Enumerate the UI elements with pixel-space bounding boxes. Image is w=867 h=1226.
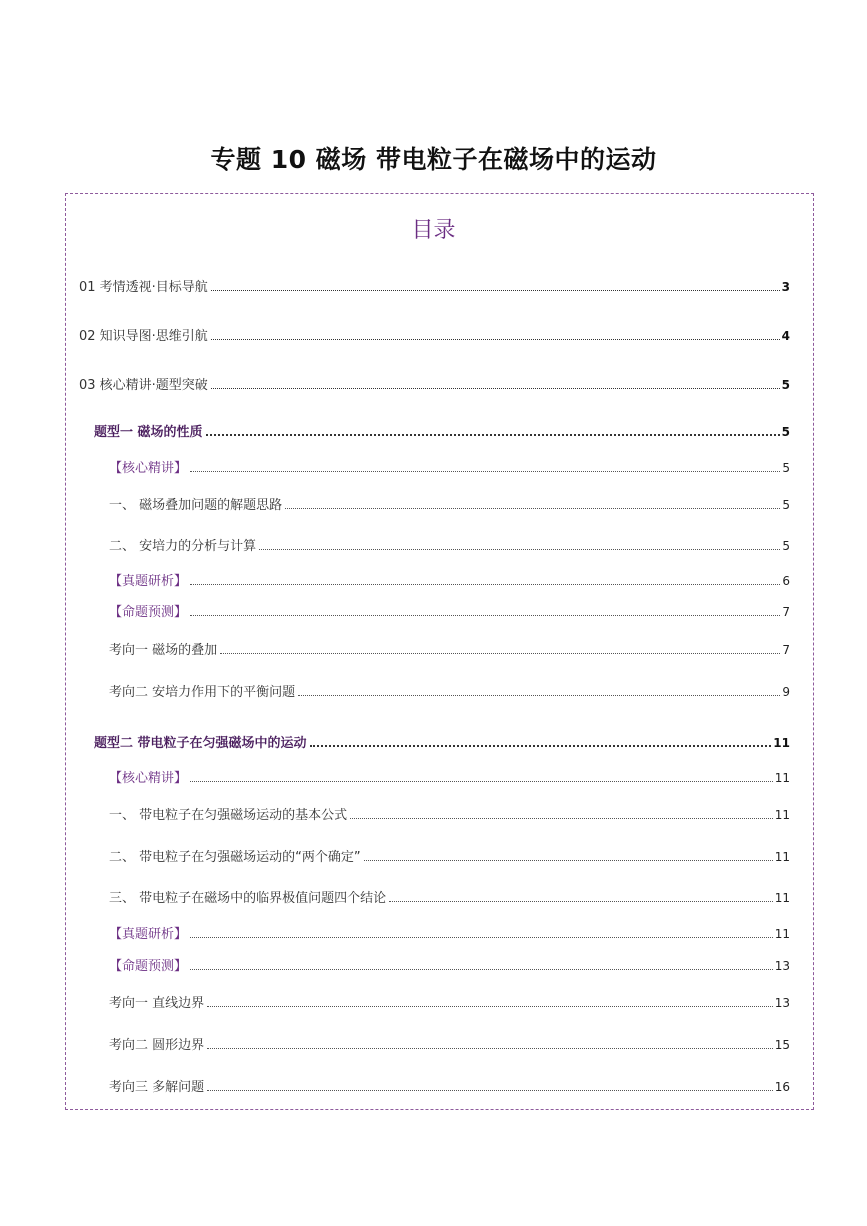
- dot-leader: [206, 434, 780, 436]
- toc-entry-page: 13: [774, 996, 790, 1010]
- toc-entry-page: 5: [782, 461, 790, 475]
- toc-entry-label: 考向一 直线边界: [109, 996, 205, 1011]
- toc-entry-subsection[interactable]: [109, 992, 790, 1011]
- toc-entry-subsection[interactable]: [109, 923, 790, 942]
- dot-leader: [207, 1048, 773, 1049]
- toc-entry-label: 二、 安培力的分析与计算: [109, 539, 257, 554]
- dot-leader: [190, 937, 773, 938]
- toc-entry[interactable]: [79, 276, 790, 295]
- toc-entry-label: 考向三 多解问题: [109, 1080, 205, 1095]
- toc-entry-page: 4: [781, 329, 790, 343]
- toc-entry-label: 03 核心精讲·题型突破: [79, 378, 208, 393]
- dot-leader: [190, 615, 780, 616]
- dot-leader: [190, 781, 773, 782]
- toc-entry-subsection[interactable]: [109, 1034, 790, 1053]
- toc-entry-page: 5: [782, 498, 790, 512]
- dot-leader: [207, 1090, 773, 1091]
- toc-entry-label: 一、 带电粒子在匀强磁场运动的基本公式: [109, 808, 348, 823]
- toc-entry-subsection[interactable]: [109, 1076, 790, 1095]
- dot-leader: [190, 471, 780, 472]
- dot-leader: [211, 339, 780, 340]
- dot-leader: [350, 818, 773, 819]
- toc-entry-label: 考向一 磁场的叠加: [109, 643, 218, 658]
- dot-leader: [285, 508, 780, 509]
- toc-entry-label: 【核心精讲】: [109, 771, 188, 786]
- toc-entry-label: 【命题预测】: [109, 959, 188, 974]
- toc-entry-page: 15: [774, 1038, 790, 1052]
- document-title: 专题 10 磁场 带电粒子在磁场中的运动: [210, 145, 657, 174]
- toc-entry-subsection[interactable]: [109, 535, 790, 554]
- toc-entry-label: 一、 磁场叠加问题的解题思路: [109, 498, 283, 513]
- toc-entry-subsection[interactable]: [109, 494, 790, 513]
- toc-entry-section[interactable]: [94, 421, 790, 440]
- toc-entry-page: 9: [782, 685, 790, 699]
- dot-leader: [211, 388, 780, 389]
- toc-entry-label: 【命题预测】: [109, 605, 188, 620]
- toc-entry-page: 13: [774, 959, 790, 973]
- toc-entry-page: 11: [774, 891, 790, 905]
- dot-leader: [259, 549, 780, 550]
- toc-entry-label: 02 知识导图·思维引航: [79, 329, 208, 344]
- dot-leader: [220, 653, 780, 654]
- toc-entry-subsection[interactable]: [109, 681, 790, 700]
- toc-entry-page: 11: [774, 927, 790, 941]
- toc-entry-page: 6: [782, 574, 790, 588]
- toc-entry-label: 【核心精讲】: [109, 461, 188, 476]
- dot-leader: [211, 290, 780, 291]
- toc-entry-page: 3: [781, 280, 790, 294]
- dot-leader: [190, 969, 773, 970]
- toc-entry-subsection[interactable]: [109, 639, 790, 658]
- dot-leader: [389, 901, 773, 902]
- toc-entry-page: 7: [782, 643, 790, 657]
- toc-entry-subsection[interactable]: [109, 804, 790, 823]
- toc-entry-subsection[interactable]: [109, 846, 790, 865]
- toc-entry-subsection[interactable]: [109, 601, 790, 620]
- dot-leader: [190, 584, 780, 585]
- toc-entry-label: 【真题研析】: [109, 927, 188, 942]
- toc-entry-section[interactable]: [94, 732, 790, 751]
- toc-entry-page: 11: [774, 771, 790, 785]
- toc-entry-page: 11: [774, 808, 790, 822]
- dot-leader: [310, 745, 772, 747]
- toc-entry-label: 考向二 圆形边界: [109, 1038, 205, 1053]
- toc-entry-label: 三、 带电粒子在磁场中的临界极值问题四个结论: [109, 891, 387, 906]
- dot-leader: [207, 1006, 773, 1007]
- toc-entry-subsection[interactable]: [109, 887, 790, 906]
- dot-leader: [298, 695, 780, 696]
- toc-entry-page: 11: [774, 850, 790, 864]
- toc-entry-subsection[interactable]: [109, 570, 790, 589]
- toc-entry[interactable]: [79, 374, 790, 393]
- toc-entry-label: 考向二 安培力作用下的平衡问题: [109, 685, 296, 700]
- toc-entry-page: 5: [781, 378, 790, 392]
- toc-entry-label: 题型一 磁场的性质: [94, 425, 203, 440]
- toc-entry-page: 16: [774, 1080, 790, 1094]
- toc-entry-page: 11: [773, 736, 790, 750]
- toc-entry-label: 【真题研析】: [109, 574, 188, 589]
- toc-entry-label: 题型二 带电粒子在匀强磁场中的运动: [94, 736, 307, 751]
- toc-entry[interactable]: [79, 325, 790, 344]
- toc-entry-subsection[interactable]: [109, 955, 790, 974]
- toc-entry-subsection[interactable]: [109, 457, 790, 476]
- toc-entry-label: 二、 带电粒子在匀强磁场运动的“两个确定”: [109, 850, 361, 865]
- toc-entry-page: 5: [781, 425, 790, 439]
- toc-entry-page: 7: [782, 605, 790, 619]
- toc-entry-subsection[interactable]: [109, 767, 790, 786]
- toc-entry-page: 5: [782, 539, 790, 553]
- dot-leader: [364, 860, 773, 861]
- toc-entry-label: 01 考情透视·目标导航: [79, 280, 208, 295]
- toc-heading: 目录: [411, 218, 456, 243]
